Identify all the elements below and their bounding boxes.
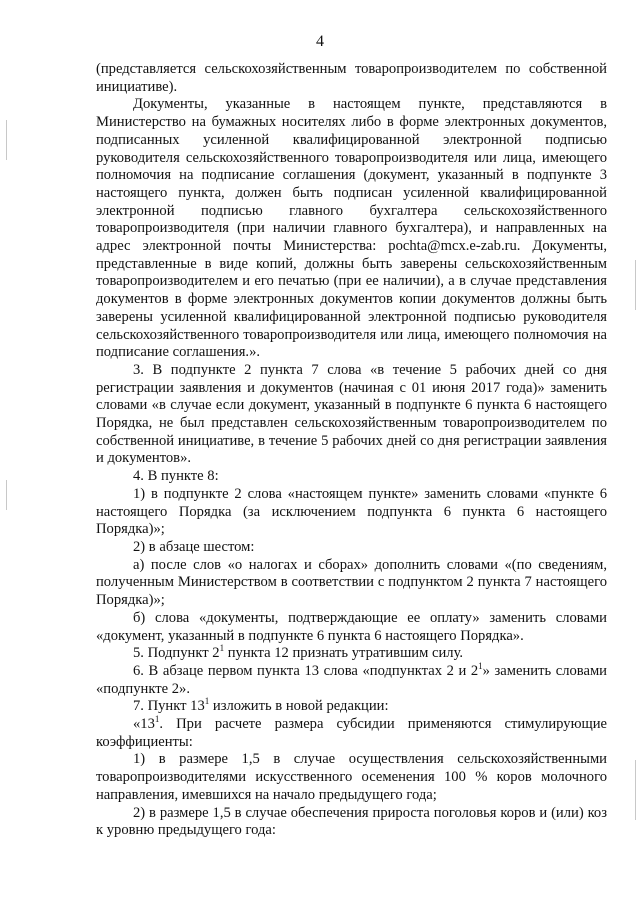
superscript: 1: [204, 696, 210, 707]
text-fragment: 5. Подпункт 2: [133, 645, 220, 662]
paragraph: (представляется сельскохозяйственным товаропроизводителем по собственной инициативе).: [96, 61, 607, 95]
superscript: 1: [219, 643, 225, 654]
paragraph: б) слова «документы, подтверждающие ее оплату» заменить словами «документ, указанный в подпункте 6 пункта 6 настоящего Порядка».: [96, 609, 607, 644]
paragraph: 2) в размере 1,5 в случае обеспечения прироста поголовья коров и (или) коз к уровню предыдущего года:: [96, 804, 607, 839]
paragraph: а) после слов «о налогах и сборах» дополнить словами «(по сведениям, полученным Министерством в соответствии с подпунктом 2 пункта 7 настоящего Порядка)»;: [96, 556, 607, 609]
text-fragment: 7. Пункт 13: [133, 698, 205, 715]
text-fragment: 6. В абзаце первом пункта 13 слова «подпунктах 2 и 2: [133, 662, 479, 679]
paragraph: 2) в абзаце шестом:: [133, 538, 255, 555]
paragraph: [96, 663, 607, 698]
paragraph: 1) в размере 1,5 в случае осуществления сельскохозяйственными товаропроизводителями искусственного осеменения 100 % коров молочного направления, имевшихся на начало предыдущего года;: [96, 751, 607, 803]
paragraph: [96, 716, 607, 751]
text-fragment: изложить в новой редакции:: [209, 698, 389, 715]
text-fragment: «13: [133, 716, 155, 733]
scan-artifact: [635, 260, 636, 310]
paragraph: Документы, указанные в настоящем пункте, представляются в Министерство на бумажных носителях либо в форме электронных документов, подписанных усиленной квалифицированной электронной подписью руководителя сельскохозяйственного товаропроизводителя или лица, имеющего полномочия на подписание соглашения (документ, указанный в подпункте 3 настоящего пункта, должен быть подписан усиленной квалифицированной электронной подписью главного бухгалтера сельскохозяйственного товаропроизводителя (при наличии главного бухгалтера), и направленных на адрес электронной почты Министерства: pochta@mcx.e-zab.ru. Документы, представленные в виде копий, должны быть заверены сельскохозяйственным товаропроизводителем и его печатью (при ее наличии), а в случае представления документов в форме электронных документов копии документов должны быть заверены усиленной квалифицированной электронной подписью руководителя сельскохозяйственного товаропроизводителя или лица, имеющего полномочия на подписание соглашения.».: [96, 96, 607, 361]
document-body: [96, 61, 607, 840]
text-fragment: . При расчете размера субсидии применяются стимулирующие коэффициенты:: [96, 716, 607, 750]
paragraph: 4. В пункте 8:: [133, 468, 219, 485]
paragraph: [96, 645, 607, 663]
superscript: 1: [154, 714, 160, 725]
paragraph: 1) в подпункте 2 слова «настоящем пункте» заменить словами «пункте 6 настоящего Порядка (за исключением подпункта 6 пункта 6 настоящего Порядка)»;: [96, 485, 607, 538]
scan-artifact: [635, 760, 636, 820]
paragraph: [96, 698, 607, 716]
scan-artifact: [6, 120, 7, 160]
page-number: 4: [316, 33, 324, 50]
superscript: 1: [478, 661, 483, 672]
scan-artifact: [6, 480, 7, 510]
text-fragment: пункта 12 признать утратившим силу.: [224, 645, 464, 662]
paragraph: 3. В подпункте 2 пункта 7 слова «в течение 5 рабочих дней со дня регистрации заявления и документов (начиная с 01 июня 2017 года)» заменить словами «в случае если документ, указанный в подпункте 6 пункта 6 настоящего Порядка, не был представлен сельскохозяйственным товаропроизводителем по собственной инициативе, в течение 5 рабочих дней со дня регистрации заявления и документов».: [96, 361, 607, 467]
text-fragment: » заменить словами «подпункте 2».: [96, 662, 607, 697]
